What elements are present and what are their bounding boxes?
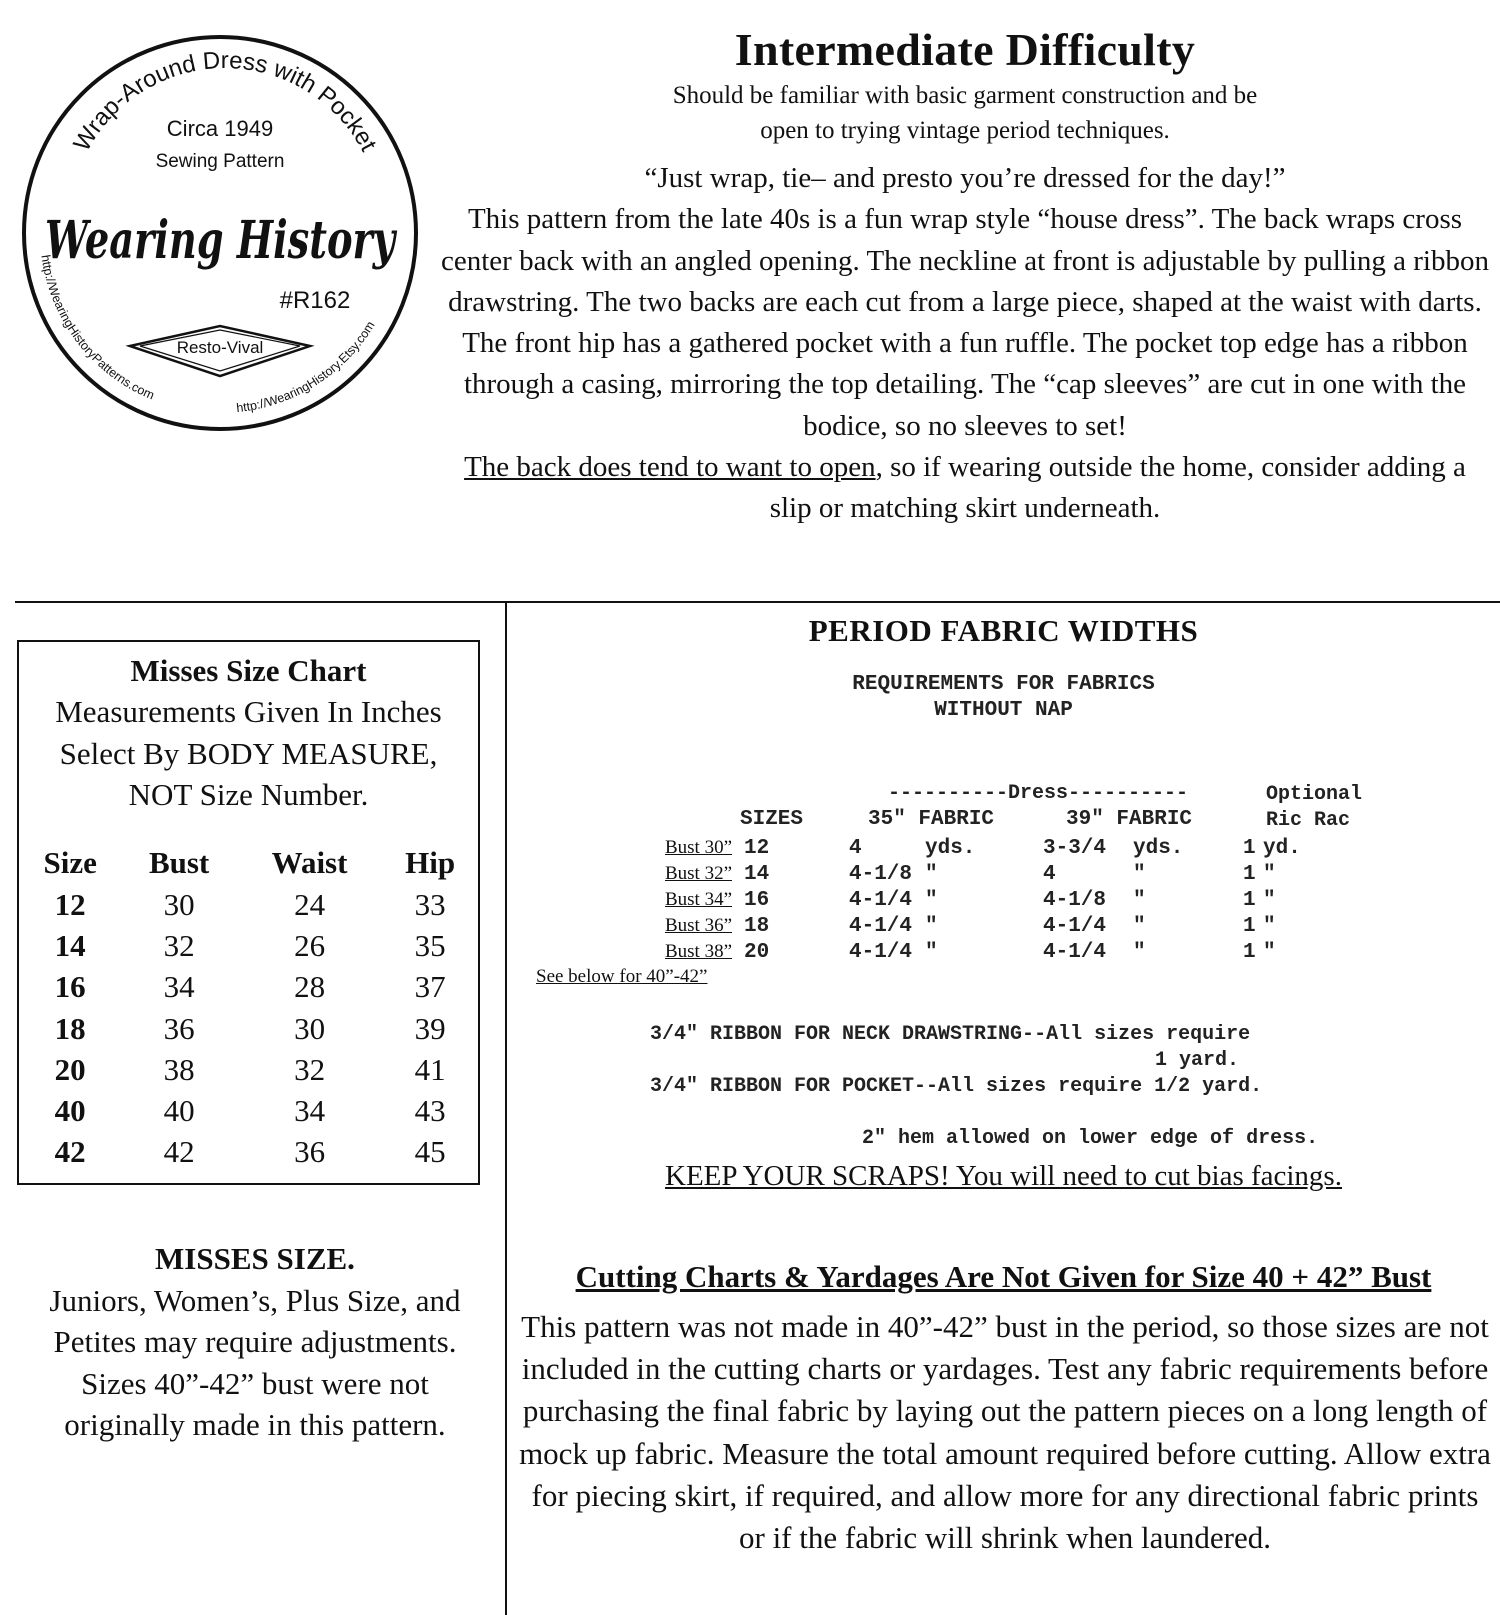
cutting-charts-title: Cutting Charts & Yardages Are Not Given for Size 40 + 42” Bust: [575, 1259, 1432, 1294]
bust-cell: 38: [163, 1051, 195, 1087]
ribbon-neck-line-2: 1 yard.: [1155, 1049, 1240, 1072]
fabric-39-column-header: 39" FABRIC: [1066, 808, 1193, 831]
fabric-39-unit: yds.: [1133, 836, 1184, 860]
optional-ric-rac-header: [1266, 782, 1362, 834]
ric-rac-unit: yd.: [1263, 836, 1301, 860]
fabric-35-column-header: 35" FABRIC: [868, 808, 995, 831]
size-cell: 12: [54, 886, 86, 922]
bust-label: Bust 36”: [664, 915, 732, 936]
size-row: [19, 967, 478, 1008]
fabric-35-amount: 4-1/4: [849, 888, 913, 912]
hip-cell: 35: [414, 927, 446, 963]
size-value: 14: [744, 862, 770, 886]
difficulty-subtitle-1: Should be familiar with basic garment construction and be: [672, 82, 1258, 109]
logo-url-left: http://WearingHistoryPatterns.com: [38, 253, 157, 403]
fabric-39-amount: 4-1/4: [1043, 914, 1107, 938]
fabric-39-amount: 3-3/4: [1043, 836, 1107, 860]
hip-cell: 43: [414, 1093, 446, 1129]
misses-size-40-42-note: Sizes 40”-42” bust were not originally made in this pattern.: [64, 1365, 446, 1442]
fabric-35-amount: 4: [849, 836, 862, 860]
fabric-39-amount: 4: [1043, 862, 1056, 886]
hem-note: 2" hem allowed on lower edge of dress.: [862, 1127, 1319, 1150]
size-row: [19, 884, 478, 925]
size-chart-title: Misses Size Chart: [130, 653, 367, 688]
fabric-39-amount: 4-1/8: [1043, 888, 1107, 912]
size-chart-line-1: Measurements Given In Inches: [55, 694, 442, 729]
bust-label: Bust 34”: [664, 889, 732, 910]
horizontal-divider: [15, 601, 1500, 603]
optional-line-1: Optional: [1266, 783, 1363, 806]
size-row: [19, 1090, 478, 1131]
waist-cell: 36: [294, 1134, 326, 1170]
bust-label: Bust 32”: [664, 863, 732, 884]
logo-label: Resto-Vival: [176, 338, 264, 357]
fabric-39-unit: ": [1133, 914, 1146, 938]
size-row: [19, 1008, 478, 1049]
sizes-column-header: SIZES: [740, 808, 804, 831]
waist-cell: 32: [294, 1051, 326, 1087]
fabric-row: [520, 861, 1313, 887]
fabric-row: [520, 835, 1313, 861]
bust-label: Bust 38”: [664, 941, 732, 962]
fabric-requirements-table: [520, 835, 1313, 965]
misses-size-notes: [20, 1238, 490, 1446]
fabric-39-unit: ": [1133, 888, 1146, 912]
logo-ring-text: Wrap-Around Dress with Pocket: [68, 46, 382, 156]
size-row: [19, 1132, 478, 1173]
size-cell: 20: [54, 1051, 86, 1087]
misses-size-adjustments: Juniors, Women’s, Plus Size, and Petites may require adjustments.: [49, 1282, 461, 1359]
fabric-row: [520, 939, 1313, 965]
difficulty-subtitle-2: open to trying vintage period techniques.: [760, 117, 1170, 144]
optional-line-2: Ric Rac: [1266, 809, 1351, 832]
misses-size-heading: MISSES SIZE.: [155, 1241, 355, 1276]
logo-pattern-number: #R162: [279, 287, 351, 314]
col-header-size: Size: [43, 845, 97, 880]
ribbon-pocket: 3/4" RIBBON FOR POCKET--All sizes require 1/2 yard.: [650, 1075, 1263, 1098]
col-header-waist: Waist: [271, 845, 348, 880]
ric-rac-unit: ": [1263, 914, 1276, 938]
size-row: [19, 1049, 478, 1090]
size-cell: 18: [54, 1010, 86, 1046]
fabric-35-amount: 4-1/4: [849, 940, 913, 964]
fabric-35-unit: yds.: [925, 836, 976, 860]
logo-circa: Circa 1949: [166, 116, 274, 141]
intro-warning-rest: , so if wearing outside the home, consider adding a slip or matching skirt underneath.: [769, 451, 1466, 525]
fabric-39-amount: 4-1/4: [1043, 940, 1107, 964]
hip-cell: 37: [414, 969, 446, 1005]
fabric-35-unit: ": [925, 940, 938, 964]
logo-brand: Wearing History: [45, 210, 398, 271]
size-value: 16: [744, 888, 770, 912]
size-value: 12: [744, 836, 770, 860]
size-table-header: [19, 842, 478, 884]
size-value: 18: [744, 914, 770, 938]
dress-column-group-header: ----------Dress----------: [887, 782, 1189, 805]
wearing-history-logo-seal: [15, 28, 425, 438]
ric-rac-unit: ": [1263, 940, 1276, 964]
hip-cell: 41: [414, 1051, 446, 1087]
logo-sewing-pattern: Sewing Pattern: [155, 151, 285, 172]
bust-cell: 40: [163, 1093, 195, 1129]
bust-cell: 42: [163, 1134, 195, 1170]
col-header-bust: Bust: [148, 845, 210, 880]
fabric-39-unit: ": [1133, 862, 1146, 886]
fabric-35-unit: ": [925, 888, 938, 912]
logo-seal-graphic: [15, 28, 425, 438]
size-table: [19, 842, 478, 1173]
bust-label: Bust 30”: [664, 837, 732, 858]
waist-cell: 34: [294, 1093, 326, 1129]
fabric-row: [520, 913, 1313, 939]
intro-description: This pattern from the late 40s is a fun wrap style “house dress”. The back wraps cross center back with an angled opening. The neckline at front is adjustable by pulling a ribbon drawstring. The two backs are each cut from a large piece, shaped at the waist with darts. The front hip has a gathered pocket with a fun ruffle. The pocket top edge has a ribbon through a casing, mirroring the top detailing. The “cap sleeves” are cut in one with the bodice, so no sleeves to set!: [441, 203, 1489, 442]
intro-warning: [440, 447, 1490, 530]
bust-cell: 32: [163, 927, 195, 963]
ric-rac-amount: 1: [1243, 836, 1256, 860]
ric-rac-amount: 1: [1243, 888, 1256, 912]
see-below-note: See below for 40”-42”: [536, 966, 708, 987]
difficulty-title: Intermediate Difficulty: [734, 24, 1196, 75]
logo-url-right: http://WearingHistory.Etsy.com: [235, 318, 378, 416]
size-row: [19, 925, 478, 966]
hip-cell: 39: [414, 1010, 446, 1046]
intro-section: [440, 22, 1490, 530]
bust-cell: 34: [163, 969, 195, 1005]
requirements-line-1: REQUIREMENTS FOR FABRICS: [852, 673, 1155, 696]
keep-scraps-note: KEEP YOUR SCRAPS! You will need to cut bias facings.: [665, 1160, 1342, 1192]
waist-cell: 28: [294, 969, 326, 1005]
fabric-row: [520, 887, 1313, 913]
fabric-35-unit: ": [925, 862, 938, 886]
fabric-35-amount: 4-1/4: [849, 914, 913, 938]
intro-body: [440, 158, 1490, 530]
period-fabric-widths-title: PERIOD FABRIC WIDTHS: [808, 613, 1199, 648]
ric-rac-unit: ": [1263, 888, 1276, 912]
hip-cell: 45: [414, 1134, 446, 1170]
ric-rac-amount: 1: [1243, 914, 1256, 938]
bust-cell: 36: [163, 1010, 195, 1046]
ric-rac-unit: ": [1263, 862, 1276, 886]
intro-warning-underlined: The back does tend to want to open: [464, 451, 876, 484]
ric-rac-amount: 1: [1243, 940, 1256, 964]
size-value: 20: [744, 940, 770, 964]
waist-cell: 30: [294, 1010, 326, 1046]
size-cell: 42: [54, 1134, 86, 1170]
vertical-divider: [505, 601, 507, 1615]
cutting-charts-body: This pattern was not made in 40”-42” bust in the period, so those sizes are not included in the cutting charts or yardages. Test any fabric requirements before purchasing the final fabric by laying out the pattern pieces on a long length of mock up fabric. Measure the total amount required before cutting. Allow extra for piecing skirt, if required, and allow more for any directional fabric prints or if the fabric will shrink when laundered.: [519, 1309, 1491, 1556]
size-chart-line-2: Select By BODY MEASURE,: [59, 735, 438, 771]
waist-cell: 24: [294, 886, 326, 922]
intro-quote: “Just wrap, tie– and presto you’re dressed for the day!”: [644, 162, 1286, 194]
size-cell: 16: [54, 969, 86, 1005]
fabric-35-unit: ": [925, 914, 938, 938]
fabric-35-amount: 4-1/8: [849, 862, 913, 886]
size-cell: 40: [54, 1093, 86, 1129]
hip-cell: 33: [414, 886, 446, 922]
requirements-heading: [507, 672, 1500, 724]
ric-rac-amount: 1: [1243, 862, 1256, 886]
col-header-hip: Hip: [405, 845, 456, 880]
fabric-39-unit: ": [1133, 940, 1146, 964]
ribbon-neck-line-1: 3/4" RIBBON FOR NECK DRAWSTRING--All sizes require: [650, 1023, 1251, 1046]
size-cell: 14: [54, 927, 86, 963]
requirements-line-2: WITHOUT NAP: [934, 699, 1073, 722]
waist-cell: 26: [294, 927, 326, 963]
bust-cell: 30: [163, 886, 195, 922]
misses-size-chart: [17, 640, 480, 1185]
size-chart-line-3: NOT Size Number.: [128, 777, 369, 812]
